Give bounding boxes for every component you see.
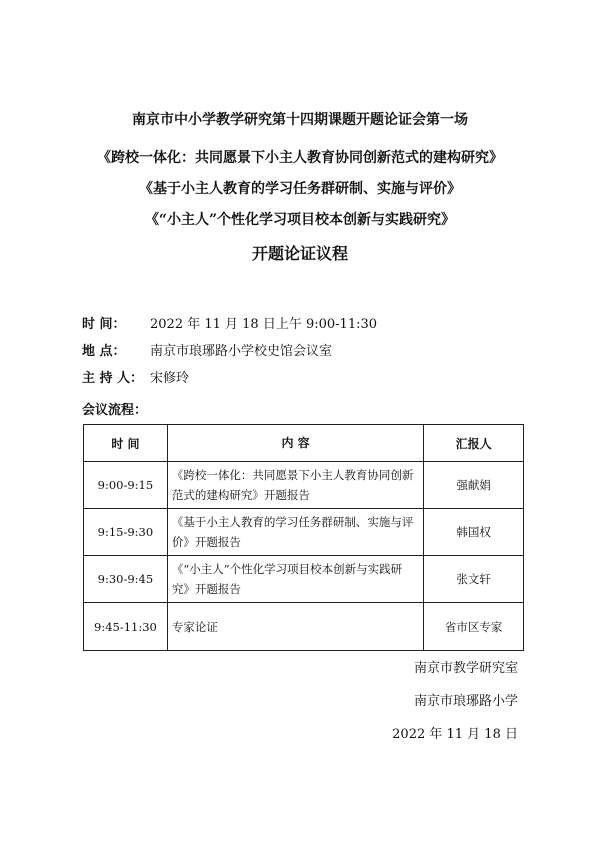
row-content: 专家论证 [167,603,423,651]
info-place-value: 南京市琅琊路小学校史馆会议室 [150,344,333,359]
topic-title-3: 《“小主人”个性化学习项目校本创新与实践研究》 [144,212,456,228]
meeting-flow-label: 会议流程： [82,403,148,418]
table-header-row [84,425,524,462]
topic-title-1: 《跨校一体化：共同愿景下小主人教育协同创新范式的建构研究》 [97,150,503,166]
row-time: 9:30-9:45 [84,556,168,603]
info-time [82,316,377,334]
row-reporter: 强献娟 [424,462,524,509]
row-content: 《基于小主人教育的学习任务群研制、实施与评价》开题报告 [167,509,423,556]
row-content: 《“小主人”个性化学习项目校本创新与实践研究》开题报告 [167,556,423,603]
row-reporter: 张文轩 [424,556,524,603]
header-content: 内 容 [167,425,423,462]
table-row [84,603,524,651]
agenda-table [83,424,524,651]
table-row [84,509,524,556]
row-reporter: 省市区专家 [424,603,524,651]
document-title: 南京市中小学教学研究第十四期课题开题论证会第一场 [132,112,468,128]
info-place [82,343,332,361]
row-time: 9:15-9:30 [84,509,168,556]
header-reporter: 汇报人 [424,425,524,462]
info-host-value: 宋修玲 [150,371,190,386]
agenda-title: 开题论证议程 [251,244,348,263]
info-place-label: 地 点： [82,344,126,359]
footer-org-research-office: 南京市教学研究室 [413,661,518,676]
topic-title-2: 《基于小主人教育的学习任务群研制、实施与评价》 [139,181,461,197]
info-host-label: 主 持 人： [82,371,144,386]
footer-org-school: 南京市琅琊路小学 [413,694,518,709]
footer-date: 2022 年 11 月 18 日 [392,727,518,742]
header-time: 时 间 [84,425,168,462]
table-row [84,462,524,509]
row-reporter: 韩国权 [424,509,524,556]
info-time-value: 2022 年 11 月 18 日上午 9:00-11:30 [150,317,378,332]
row-time: 9:45-11:30 [84,603,168,651]
table-row [84,556,524,603]
row-time: 9:00-9:15 [84,462,168,509]
info-host [82,370,189,388]
row-content: 《跨校一体化：共同愿景下小主人教育协同创新范式的建构研究》开题报告 [167,462,423,509]
info-time-label: 时 间： [82,317,126,332]
